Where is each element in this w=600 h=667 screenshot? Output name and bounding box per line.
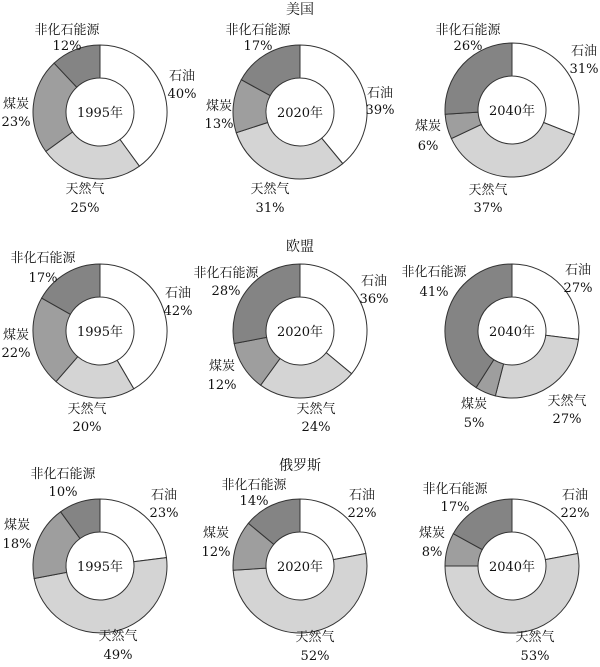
value-eu-2020-nonfossil: 28% xyxy=(211,284,241,299)
value-eu-2020-gas: 24% xyxy=(301,420,331,435)
label-russia-2040-coal: 煤炭 xyxy=(418,526,446,541)
label-us-2040-nonfossil: 非化石能源 xyxy=(435,23,501,38)
region-title-russia: 俄罗斯 xyxy=(279,458,321,474)
label-us-2040-oil: 石油 xyxy=(570,44,598,59)
label-eu-2040-oil: 石油 xyxy=(564,263,592,278)
value-us-2020-gas: 31% xyxy=(255,201,285,216)
value-us-1995-gas: 25% xyxy=(70,201,100,216)
label-russia-2020-coal: 煤炭 xyxy=(202,526,230,541)
label-russia-2020-gas: 天然气 xyxy=(295,630,335,645)
center-year-eu-2040: 2040年 xyxy=(488,325,536,340)
label-eu-2020-oil: 石油 xyxy=(360,274,388,289)
label-russia-2020-oil: 石油 xyxy=(348,488,376,503)
value-us-1995-nonfossil: 12% xyxy=(52,39,82,54)
label-eu-2020-gas: 天然气 xyxy=(296,402,336,417)
value-eu-2040-gas: 27% xyxy=(552,412,582,427)
label-us-2020-coal: 煤炭 xyxy=(205,99,233,114)
label-us-1995-nonfossil: 非化石能源 xyxy=(34,23,100,38)
label-russia-1995-gas: 天然气 xyxy=(98,629,138,644)
value-eu-2020-coal: 12% xyxy=(207,378,237,393)
slice-us-2020-gas xyxy=(236,123,342,179)
value-us-2020-oil: 39% xyxy=(365,103,395,118)
label-us-2020-oil: 石油 xyxy=(366,86,394,101)
value-russia-2020-gas: 52% xyxy=(300,649,330,664)
label-eu-1995-gas: 天然气 xyxy=(67,402,107,417)
label-eu-1995-coal: 煤炭 xyxy=(2,328,30,343)
label-eu-2040-gas: 天然气 xyxy=(547,394,587,409)
value-eu-2020-oil: 36% xyxy=(359,292,389,307)
value-eu-1995-coal: 22% xyxy=(1,346,31,361)
value-us-2040-oil: 31% xyxy=(569,62,599,77)
value-us-2040-nonfossil: 26% xyxy=(453,39,483,54)
center-year-us-2020: 2020年 xyxy=(276,106,324,121)
value-eu-1995-nonfossil: 17% xyxy=(28,271,58,286)
value-us-1995-coal: 23% xyxy=(1,115,31,130)
value-eu-2040-oil: 27% xyxy=(563,281,593,296)
label-us-1995-coal: 煤炭 xyxy=(2,97,30,112)
label-russia-1995-nonfossil: 非化石能源 xyxy=(30,467,96,482)
label-us-2020-gas: 天然气 xyxy=(250,182,290,197)
value-russia-1995-oil: 23% xyxy=(149,506,179,521)
label-us-2040-gas: 天然气 xyxy=(468,183,508,198)
value-russia-2020-oil: 22% xyxy=(347,506,377,521)
region-title-eu: 欧盟 xyxy=(286,239,314,255)
center-year-eu-2020: 2020年 xyxy=(276,325,324,340)
value-eu-1995-oil: 42% xyxy=(163,304,193,319)
value-russia-2040-coal: 8% xyxy=(421,545,443,560)
slice-us-2040-gas xyxy=(451,123,574,177)
label-eu-1995-oil: 石油 xyxy=(164,286,192,301)
value-us-2020-coal: 13% xyxy=(204,117,234,132)
value-russia-1995-coal: 18% xyxy=(2,537,32,552)
label-us-1995-oil: 石油 xyxy=(168,69,196,84)
slice-eu-2040-gas xyxy=(495,335,578,398)
value-eu-2040-nonfossil: 41% xyxy=(419,285,449,300)
value-russia-1995-nonfossil: 10% xyxy=(48,485,78,500)
label-russia-2040-gas: 天然气 xyxy=(515,630,555,645)
label-us-2040-coal: 煤炭 xyxy=(414,119,442,134)
label-russia-2040-oil: 石油 xyxy=(561,488,589,503)
label-us-1995-gas: 天然气 xyxy=(65,182,105,197)
value-russia-1995-gas: 49% xyxy=(103,648,133,663)
center-year-eu-1995: 1995年 xyxy=(76,325,124,340)
center-year-russia-2040: 2040年 xyxy=(488,560,536,575)
label-eu-2020-nonfossil: 非化石能源 xyxy=(193,266,259,281)
value-russia-2020-coal: 12% xyxy=(201,545,231,560)
center-year-russia-1995: 1995年 xyxy=(76,560,124,575)
value-russia-2020-nonfossil: 14% xyxy=(239,494,269,509)
label-eu-2040-coal: 煤炭 xyxy=(460,397,488,412)
label-eu-2020-coal: 煤炭 xyxy=(208,359,236,374)
label-eu-2040-nonfossil: 非化石能源 xyxy=(401,265,467,280)
slice-eu-2020-oil xyxy=(300,264,367,374)
value-us-2020-nonfossil: 17% xyxy=(243,39,273,54)
value-russia-2040-nonfossil: 17% xyxy=(440,500,470,515)
value-us-1995-oil: 40% xyxy=(167,87,197,102)
value-russia-2040-gas: 53% xyxy=(520,649,550,664)
label-us-2020-nonfossil: 非化石能源 xyxy=(225,23,291,38)
value-us-2040-gas: 37% xyxy=(473,201,503,216)
label-russia-2020-nonfossil: 非化石能源 xyxy=(221,478,287,493)
label-russia-1995-coal: 煤炭 xyxy=(3,518,31,533)
center-year-us-2040: 2040年 xyxy=(488,104,536,119)
label-eu-1995-nonfossil: 非化石能源 xyxy=(10,251,76,266)
value-eu-2040-coal: 5% xyxy=(463,416,485,431)
slice-us-2040-oil xyxy=(512,43,579,135)
center-year-us-1995: 1995年 xyxy=(76,106,124,121)
label-russia-2040-nonfossil: 非化石能源 xyxy=(422,482,488,497)
center-year-russia-2020: 2020年 xyxy=(276,560,324,575)
value-eu-1995-gas: 20% xyxy=(72,420,102,435)
value-russia-2040-oil: 22% xyxy=(560,506,590,521)
value-us-2040-coal: 6% xyxy=(417,139,439,154)
label-russia-1995-oil: 石油 xyxy=(150,488,178,503)
region-title-us: 美国 xyxy=(286,2,314,18)
